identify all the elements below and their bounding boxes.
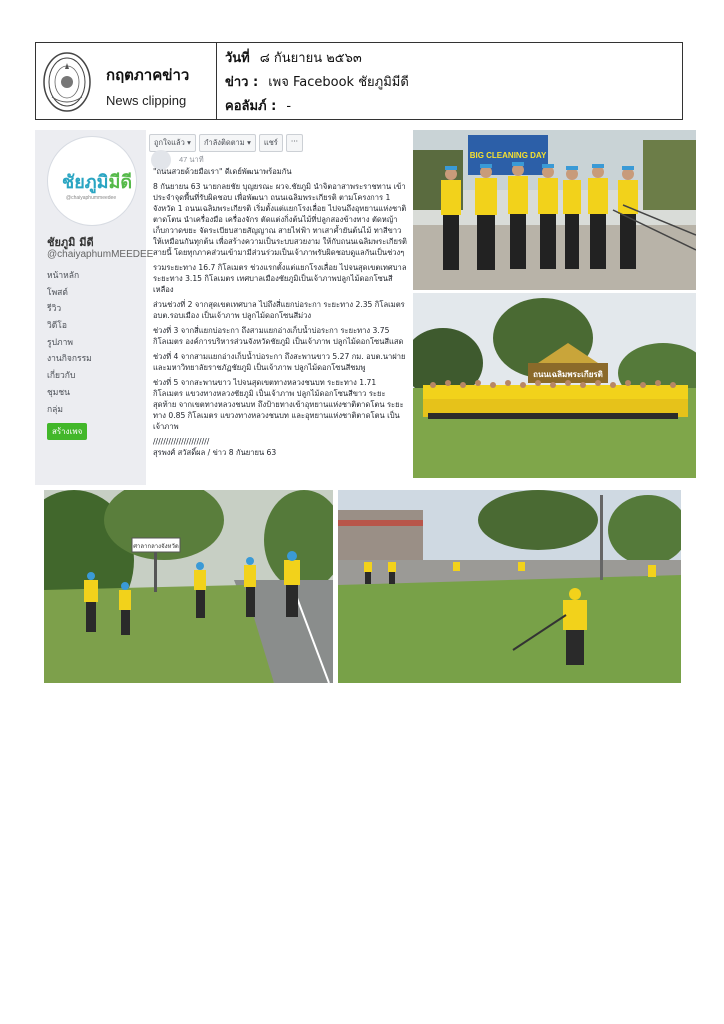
photo-officials-banner	[413, 130, 696, 290]
page-avatar[interactable]	[47, 136, 137, 226]
header-subtitle: News clipping	[106, 93, 187, 108]
post-paragraph: ส่วนช่วงที่ 2 จากสุดเขตเทศบาล ไปถึงสี่แยกบ่อระกา ระยะทาง 2.35 กิโลเมตร อบต.รอบเมือง เป็นเจ้าภาพ ปลูกไม้ดอกโซนสีม่วง	[153, 300, 405, 320]
clipping-header	[35, 42, 683, 120]
share-button[interactable]: แชร์	[259, 134, 283, 152]
post-divider: //////////////////////	[153, 437, 210, 446]
nav-item-groups[interactable]: กลุ่ม	[47, 404, 63, 415]
post-timestamp[interactable]: 47 นาที	[179, 155, 204, 164]
facebook-page-screenshot	[35, 130, 410, 485]
column-row	[225, 95, 291, 116]
liked-button[interactable]: ถูกใจแล้ว ▾	[149, 134, 196, 152]
news-label: ข่าว :	[225, 75, 259, 90]
nav-item-photos[interactable]: รูปภาพ	[47, 337, 73, 348]
page-action-bar	[149, 134, 303, 152]
nav-item-home[interactable]: หน้าหลัก	[47, 271, 80, 281]
nav-item-videos[interactable]: วิดีโอ	[47, 321, 67, 332]
news-row	[225, 71, 409, 92]
following-button[interactable]: กำลังติดตาม ▾	[199, 134, 256, 152]
photo-large-group	[413, 293, 696, 478]
facebook-sidebar	[35, 130, 154, 485]
post-byline: สุรพงศ์ สวัสดิ์ผล / ข่าว 8 กันยายน 63	[153, 448, 277, 457]
page-nav-menu	[47, 268, 92, 418]
post-headline: "ถนนสวยด้วยมือเรา" ดีเดย์พัฒนาพร้อมกัน	[153, 167, 292, 176]
date-row	[225, 47, 362, 68]
date-value: ๘ กันยายน ๒๕๖๓	[259, 51, 362, 66]
post-paragraph: ช่วงที่ 3 จากสี่แยกบ่อระกา ถึงสามแยกอ่างเก็บน้ำบ่อระกา ระยะทาง 3.75 กิโลเมตร องค์การบริหารส่วนจังหวัดชัยภูมิ เป็นเจ้าภาพ ปลูกไม้ดอกโซนสีแสด	[153, 326, 404, 346]
page-handle[interactable]: @chaiyaphumMEEDEE	[47, 249, 154, 260]
ministry-seal-icon	[42, 51, 92, 113]
logo-accent: มีดี	[108, 172, 133, 193]
create-page-button[interactable]: สร้างเพจ	[47, 423, 87, 440]
photo-median-trimming	[338, 490, 681, 683]
nav-item-about[interactable]: เกี่ยวกับ	[47, 371, 76, 382]
more-options-button[interactable]: ···	[286, 134, 303, 152]
news-value: เพจ Facebook ชัยภูมิมีดี	[268, 75, 409, 90]
road-sign-text: ถนนเฉลิมพระเกียรติ	[533, 370, 603, 379]
nav-item-reviews[interactable]: รีวิว	[47, 304, 62, 315]
photo-roadside-work	[44, 490, 333, 683]
page-logo	[62, 167, 132, 196]
logo-main: ชัยภูมิ	[62, 172, 109, 193]
post-body	[153, 166, 407, 462]
logo-url: @chaiyaphummeedee	[66, 195, 117, 201]
street-sign-text: ศาลากลางจังหวัด	[133, 543, 179, 550]
column-value: -	[286, 99, 292, 114]
post-paragraph: 8 กันยายน 63 นายกลยชัย บุญยรณะ ผวจ.ชัยภูมิ นำจิตอาสาพระราชทาน เข้าประจำจุดพื้นที่รับผิดชอบ เพื่อพัฒนา ถนนเฉลิมพระเกียรติ ตามโครงการ 1 จังหวัด 1 ถนนเฉลิมพระเกียรติ เริ่มตั้งแต่แยกโรงเลื่อย ไปจนถึงอุทยานแห่งชาติตาดโตน นำเครื่องมือ เครื่องจักร ตัดแต่งกิ่งต้นไม้ที่ปลูกสองข้างทาง ตัดหญ้า เก็บกวาดขยะ จัดระเบียบสายสัญญาณ สายไฟฟ้า ทาเสาค้ำยันต้นไม้ ทาสีขาวให้เหมือนกันทุกต้น เพื่อสร้างความเป็นระบบสวยงาม ให้กับถนนเฉลิมพระเกียรติสายนี้ โดยทุกภาคส่วนเข้ามามีส่วนร่วมเป็นเจ้าภาพรับผิดชอบดูแลกันเป็นช่วงๆ	[153, 182, 407, 257]
post-paragraph: ช่วงที่ 4 จากสามแยกอ่างเก็บน้ำบ่อระกา ถึงสะพานขาว 5.27 กม. อบต.นาฝายและมหาวิทยาลัยราชภัฏชัยภูมิ เป็นเจ้าภาพ ปลูกไม้ดอกโซนสีชมพู	[153, 352, 406, 372]
header-right-cell	[217, 43, 682, 119]
facebook-post-area	[149, 130, 410, 485]
column-label: คอลัมภ์ :	[225, 99, 277, 114]
volunteers-group	[423, 380, 688, 419]
page-name[interactable]: ชัยภูมิ มีดี	[47, 236, 94, 249]
nav-item-community[interactable]: ชุมชน	[47, 387, 70, 398]
post-paragraph: ช่วงที่ 5 จากสะพานขาว ไปจนสุดเขตทางหลวงชนบท ระยะทาง 1.71 กิโลเมตร แขวงทางหลวงชัยภูมิ เป็นเจ้าภาพ ปลูกไม้ดอกโซนสีขาว ระยะสุดท้าย จากเขตทางหลวงชนบท ถึงป้ายทางเข้าอุทยานแห่งชาติตาดโตน ระยะทาง 0.85 กิโลเมตร แขวงทางหลวงชนบท และอุทยานแห่งชาติตาดโตน เป็นเจ้าภาพ	[153, 378, 404, 431]
nav-item-posts[interactable]: โพสต์	[47, 287, 68, 298]
date-label: วันที่	[225, 51, 250, 66]
banner-text: BIG CLEANING DAY	[469, 151, 547, 160]
header-title: กฤตภาคข่าว	[106, 66, 190, 84]
post-paragraph: รวมระยะทาง 16.7 กิโลเมตร ช่วงแรกตั้งแต่แยกโรงเลื่อย ไปจนสุดเขตเทศบาล ระยะทาง 3.15 กิโลเมตร เทศบาลเมืองชัยภูมิเป็นเจ้าภาพปลูกไม้ดอกโซนสีเหลือง	[153, 263, 407, 294]
header-left-cell	[36, 43, 217, 119]
nav-item-events[interactable]: งานกิจกรรม	[47, 354, 92, 365]
